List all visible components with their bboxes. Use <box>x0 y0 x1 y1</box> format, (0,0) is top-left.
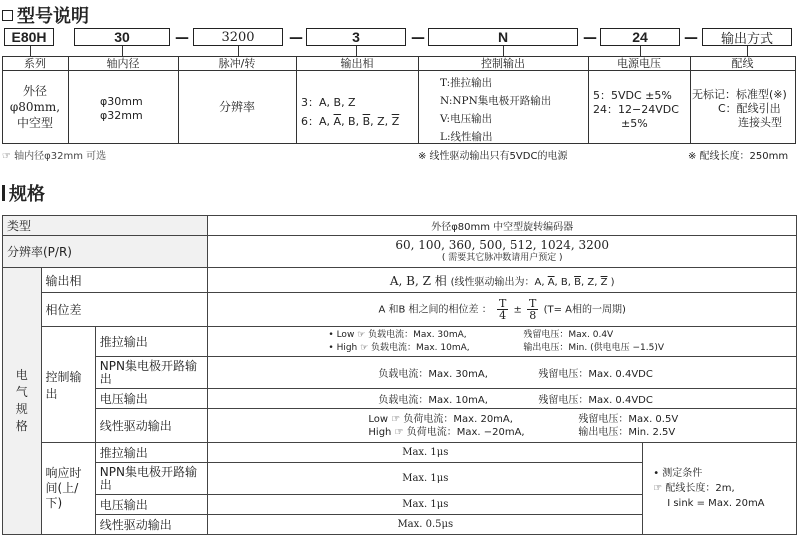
code-series: E80H <box>4 28 54 46</box>
dash: — <box>684 30 698 46</box>
note-linedriver: ※ 线性驱动输出只有5VDC的电源 <box>418 151 568 162</box>
header-pulse: 脉冲/转 <box>218 57 256 70</box>
phase-options: 3：A, B, Z 6：A, $\overline{A}$, B, $\overline{B}$, Z, $\overline{Z}$ <box>301 96 400 128</box>
code-shaft: 30 <box>74 28 170 46</box>
electrical-label: 电气规格 <box>3 268 42 535</box>
voltage-options: 5：5VDC ±5% 24：12−24VDC ±5% <box>593 89 679 130</box>
npn-label: NPN集电极开路输出 <box>95 357 208 389</box>
voltage-value: 负载电流：Max. 10mA, 残留电压：Max. 0.4VDC <box>208 389 797 409</box>
resp-voltage-label: 电压输出 <box>95 495 208 515</box>
resolution-value: 60, 100, 360, 500, 512, 1024, 3200 ( 需要其它脉冲数请用户预定 ) <box>208 236 797 268</box>
phase-label: 输出相 <box>41 268 208 293</box>
response-label: 响应时间(上/下) <box>41 443 95 535</box>
resp-pushpull-label: 推拉输出 <box>95 443 208 463</box>
control-options: T:推拉输出 N:NPN集电极开路输出 V:电压输出 L:线性输出 <box>440 77 552 143</box>
pushpull-label: 推拉输出 <box>95 327 208 357</box>
header-wiring: 配线 <box>731 57 754 70</box>
resp-npn-label: NPN集电极开路输出 <box>95 463 208 495</box>
linedriver-value: Low ☞ 负荷电流：Max. 20mA, 残留电压：Max. 0.5V High ☞ 负荷电流：Max. −20mA, 输出电压：Min. 2.5V <box>208 409 797 443</box>
note-cable: ※ 配线长度：250mm <box>688 151 789 162</box>
dash: — <box>583 30 597 46</box>
spec-section-title: 规格 <box>2 180 45 206</box>
dash: — <box>175 30 189 46</box>
resolution-label: 分辨率(P/R) <box>3 236 208 268</box>
square-bullet-icon <box>2 10 13 21</box>
resp-linedriver-value: Max. 0.5μs <box>208 515 643 535</box>
voltage-label: 电压输出 <box>95 389 208 409</box>
resp-npn-value: Max. 1μs <box>208 463 643 495</box>
header-series: 系列 <box>24 57 46 70</box>
header-phase: 输出相 <box>340 57 374 70</box>
code-control: N <box>428 28 578 46</box>
spec-table <box>2 215 797 535</box>
resp-pushpull-value: Max. 1μs <box>208 443 643 463</box>
note-shaft: ☞ 轴内径φ32mm 可选 <box>2 151 107 162</box>
header-voltage: 电源电压 <box>617 57 661 70</box>
resp-voltage-value: Max. 1μs <box>208 495 643 515</box>
pulse-desc: 分辨率 <box>218 100 255 114</box>
series-desc: 外径 φ80mm, 中空型 <box>9 84 61 130</box>
type-label: 类型 <box>3 216 208 236</box>
test-conditions: • 测定条件 ☞ 配线长度：2m, I sink = Max. 20mA <box>643 443 797 535</box>
code-pulse: 3200 <box>193 28 283 46</box>
type-value: 外径φ80mm 中空型旋转编码器 <box>208 216 797 236</box>
resp-linedriver-label: 线性驱动输出 <box>95 515 208 535</box>
code-voltage: 24 <box>600 28 680 46</box>
bar-bullet-icon <box>2 185 5 201</box>
wiring-options: 无标记：标准型(※) C：配线引出 连接头型 <box>692 88 787 129</box>
dash: — <box>411 30 425 46</box>
linedriver-label: 线性驱动输出 <box>95 409 208 443</box>
shaft-options: φ30mm φ32mm <box>100 95 143 122</box>
npn-value: 负载电流：Max. 30mA, 残留电压：Max. 0.4VDC <box>208 357 797 389</box>
pushpull-value: • Low ☞ 负载电流：Max. 30mA, 残留电压：Max. 0.4V • High ☞ 负载电流：Max. 10mA, 输出电压：Min. (供电电压 −1.5)V <box>208 327 797 357</box>
dash: — <box>289 30 303 46</box>
phase-value: A, B, Z 相 (线性驱动输出为：A, $\overline{A}$, B, $\overline{B}$, Z, $\overline{Z}$ ) <box>208 268 797 293</box>
code-output: 输出方式 <box>702 28 792 46</box>
phase-diff-value: A 和B 相之间的相位差 ： $\frac{T}{4}$ ± $\frac{T}{8}$ (T= A相的一周期) <box>208 293 797 327</box>
header-shaft: 轴内径 <box>106 57 140 70</box>
control-label: 控制输出 <box>41 327 95 443</box>
model-section-title: 型号说明 <box>2 2 89 28</box>
header-control: 控制输出 <box>481 57 525 70</box>
phase-diff-label: 相位差 <box>41 293 208 327</box>
code-phase: 3 <box>306 28 406 46</box>
